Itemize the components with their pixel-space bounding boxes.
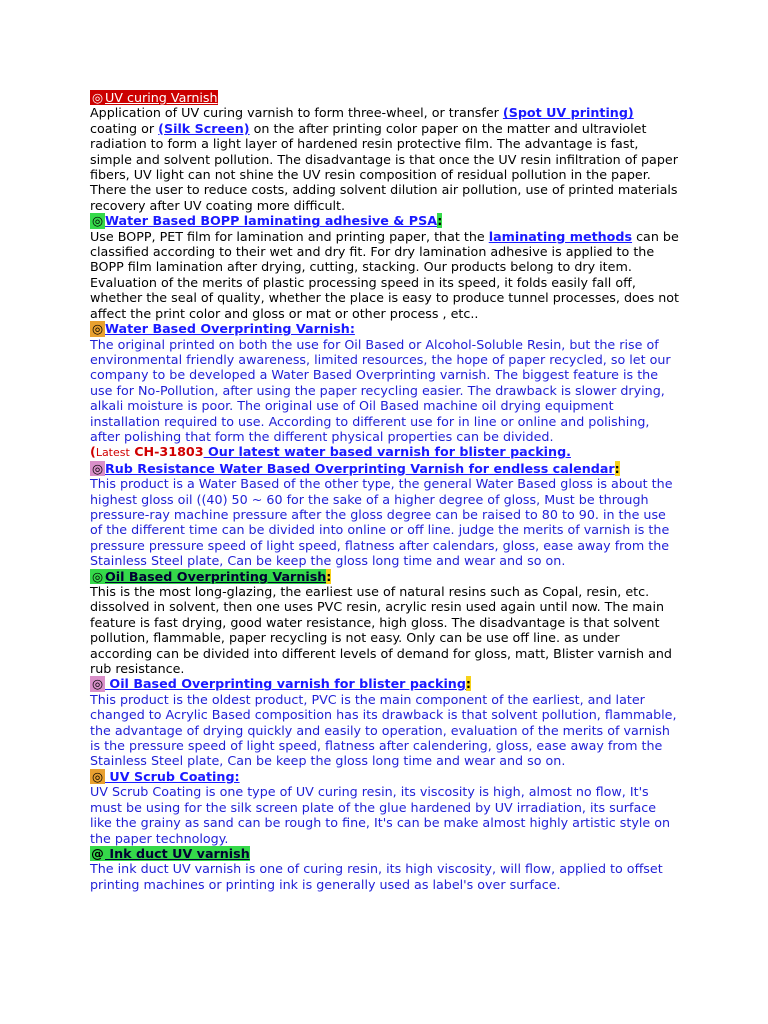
- paragraph-line: changed to Acrylic Based composition has its drawback is that solvent pollution, flammable,: [90, 707, 677, 723]
- paragraph-line: affect the print color and gloss or mat or other process , etc..: [90, 305, 479, 321]
- ink-duct-uv-varnish-link[interactable]: Ink duct UV varnish: [105, 845, 250, 861]
- spot-uv-printing-link[interactable]: (Spot UV printing): [502, 105, 634, 121]
- text-span: Use BOPP, PET film for lamination and printing paper, that the: [90, 228, 489, 244]
- section-heading: [90, 676, 680, 691]
- section-oil-based-blister: [90, 676, 680, 768]
- paragraph-line: must be using for the silk screen plate of the glue hardened by UV irradiation, its surface: [90, 799, 656, 815]
- latest-label: Latest: [95, 446, 130, 460]
- bopp-laminating-link[interactable]: Water Based BOPP laminating adhesive & PSA: [105, 213, 438, 229]
- paragraph-line: BOPP film lamination after drying, cutting, stacking. Our products belong to dry item.: [90, 259, 632, 275]
- paragraph-line: printing machines or printing ink is generally used as label's over surface.: [90, 876, 561, 892]
- paragraph-line: Evaluation of the merits of plastic processing speed in its speed, it folds easily fall off,: [90, 274, 636, 290]
- heading-highlight: [90, 846, 250, 861]
- bullet-marker-icon: ◎: [91, 568, 104, 584]
- section-bopp-laminating: [90, 213, 680, 321]
- section-uv-scrub-coating: [90, 769, 680, 846]
- paragraph-line: whether the seal of quality, whether the place is easy to produce tunnel processes, does not: [90, 290, 680, 306]
- uv-scrub-coating-link[interactable]: UV Scrub Coating:: [105, 768, 240, 784]
- blister-packing-varnish-link[interactable]: Our latest water based varnish for blister packing.: [203, 444, 571, 460]
- paragraph-line: of the different time can be divided into online or off line. judge the merits of varnish is the: [90, 522, 670, 538]
- water-based-overprinting-link[interactable]: Water Based Overprinting Varnish:: [105, 321, 355, 337]
- section-rub-resistance: [90, 461, 680, 569]
- paragraph-line: pressure-ray machine pressure after the gloss degree can be raised to 80 to 90. in the use: [90, 506, 666, 522]
- bullet-marker-icon: @: [91, 845, 104, 861]
- section-ink-duct-uv-varnish: [90, 846, 680, 892]
- document-body: [90, 90, 680, 892]
- paragraph-line: UV Scrub Coating is one type of UV curing resin, its viscosity is high, almost no flow, It's: [90, 784, 649, 800]
- paragraph-line: fibers, UV light can not shine the UV resin composition of residual pollution in the paper.: [90, 167, 651, 183]
- paragraph-line: The original printed on both the use for Oil Based or Alcohol-Soluble Resin, but the rise of: [90, 336, 659, 352]
- paragraph-line: pollution, flammable, paper recycling is not easy. Only can be use off line. as under: [90, 630, 620, 646]
- section-heading: [90, 321, 680, 336]
- section-heading: [90, 213, 680, 228]
- paragraph-line: use for No-Pollution, after using the paper recycling easier. The drawback is slower drying,: [90, 382, 665, 398]
- heading-colon: :: [437, 213, 443, 229]
- bullet-marker-icon: ◎: [91, 768, 104, 784]
- paragraph-line: alkali moisture is poor. The original use of Oil Based machine oil drying equipment: [90, 398, 614, 414]
- uv-curing-varnish-link[interactable]: UV curing Varnish: [105, 90, 218, 105]
- paragraph-line: company to be developed a Water Based Overprinting varnish. The biggest feature is the: [90, 367, 659, 383]
- paragraph-line: like the grainy as sand can be rough to fine, It's can be make almost highly artistic style on: [90, 815, 671, 831]
- paragraph-line: [90, 121, 680, 136]
- paragraph-line: is the pressure speed of light speed, flatness after calendering, gloss, ease away from the: [90, 738, 663, 754]
- paragraph-line: according can be divided into different levels of demand for gloss, matt, Blister varnish and: [90, 645, 672, 661]
- paragraph-line: [90, 229, 680, 244]
- latest-product-line: [90, 444, 680, 460]
- section-heading: [90, 461, 680, 476]
- bullet-marker-icon: ◎: [91, 321, 104, 337]
- section-oil-based-overprinting: [90, 569, 680, 677]
- paragraph-line: pressure pressure speed of light speed, flatness after calendars, gloss, ease away from the: [90, 537, 670, 553]
- paragraph-line: simple and solvent pollution. The disadvantage is that once the UV resin infiltration of paper: [90, 151, 678, 167]
- paragraph-line: There the user to reduce costs, adding solvent dilution air pollution, use of printed materials: [90, 182, 678, 198]
- paragraph-line: This product is the oldest product, PVC is the main component of the earliest, and later: [90, 691, 645, 707]
- paragraph-line: after polishing that form the different physical properties can be divided.: [90, 428, 554, 444]
- section-uv-curing-varnish: [90, 90, 680, 213]
- bullet-marker-icon: ◎: [91, 90, 104, 105]
- bullet-marker-icon: ◎: [91, 676, 104, 692]
- paragraph-line: highest gloss oil ((40) 50 ~ 60 for the sake of a higher degree of gloss, Must be through: [90, 491, 649, 507]
- text-span: coating or: [90, 120, 159, 136]
- section-heading: [90, 846, 680, 861]
- paragraph-line: the advantage of drying quickly and easily to operation, evaluation of the merits of varnish: [90, 722, 670, 738]
- paragraph-line: the paper technology.: [90, 830, 229, 846]
- paragraph-line: The ink duct UV varnish is one of curing resin, its high viscosity, will flow, applied to offset: [90, 861, 663, 877]
- paragraph-line: environmental friendly awareness, limited resources, the hope of paper recycled, so let our: [90, 351, 671, 367]
- bullet-marker-icon: ◎: [91, 460, 104, 476]
- text-span: (: [90, 444, 96, 460]
- text-span: on the after printing color paper on the matter and ultraviolet: [249, 120, 647, 136]
- text-span: Application of UV curing varnish to form three-wheel, or transfer: [90, 105, 503, 121]
- section-heading: [90, 569, 680, 584]
- laminating-methods-link[interactable]: laminating methods: [488, 228, 633, 244]
- paragraph-line: installation required to use. According to different use for in line or online and polishing,: [90, 413, 650, 429]
- oil-based-overprinting-link[interactable]: Oil Based Overprinting Varnish: [105, 568, 327, 584]
- paragraph-line: Stainless Steel plate, Can be keep the gloss long time and wear and so on.: [90, 753, 566, 769]
- paragraph-line: [90, 105, 680, 120]
- paragraph-line: radiation to form a light layer of hardened resin protective film. The advantage is fast,: [90, 136, 639, 152]
- heading-highlight: [90, 90, 218, 105]
- paragraph-line: recovery after UV coating more difficult.: [90, 197, 346, 213]
- bullet-marker-icon: ◎: [91, 213, 104, 229]
- text-span: can be: [632, 228, 679, 244]
- silk-screen-link[interactable]: (Silk Screen): [158, 120, 250, 136]
- heading-colon: :: [614, 460, 620, 476]
- paragraph-line: This is the most long-glazing, the earliest use of natural resins such as Copal, resin, etc.: [90, 584, 650, 599]
- section-water-based-overprinting: [90, 321, 680, 461]
- paragraph-line: classified according to their wet and dry fit. For dry lamination adhesive is applied to the: [90, 244, 655, 260]
- heading-colon: :: [465, 676, 471, 692]
- section-heading: [90, 90, 680, 105]
- section-heading: [90, 769, 680, 784]
- oil-based-blister-link[interactable]: Oil Based Overprinting varnish for blister packing: [105, 676, 466, 692]
- rub-resistance-link[interactable]: Rub Resistance Water Based Overprinting Varnish for endless calendar: [105, 460, 615, 476]
- heading-highlight: [90, 569, 326, 584]
- paragraph-line: Stainless Steel plate, Can be keep the gloss long time and wear and so on.: [90, 553, 566, 569]
- paragraph-line: This product is a Water Based of the other type, the general Water Based gloss is about the: [90, 476, 673, 492]
- heading-colon: :: [326, 568, 332, 584]
- product-code: CH-31803: [129, 444, 204, 460]
- paragraph-line: feature is fast drying, good water resistance, high gloss. The disadvantage is that solvent: [90, 614, 660, 630]
- paragraph-line: rub resistance.: [90, 661, 185, 677]
- paragraph-line: dissolved in solvent, then one uses PVC resin, acrylic resin used again until now. The main: [90, 599, 665, 615]
